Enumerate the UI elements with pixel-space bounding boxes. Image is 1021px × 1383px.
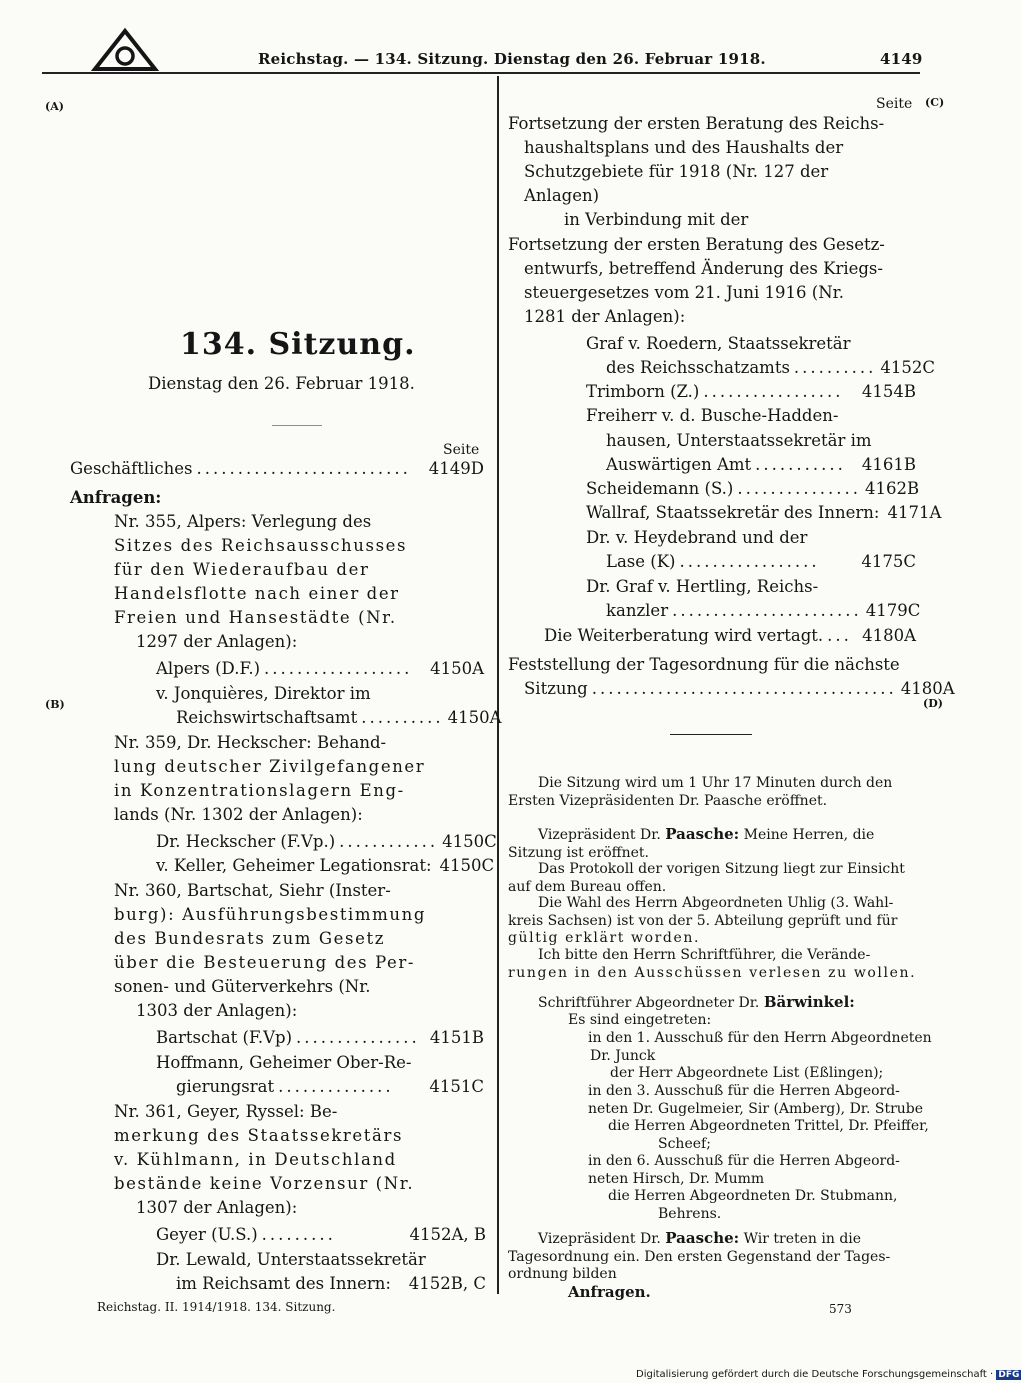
digitization-notice: Digitalisierung gefördert durch die Deutsche Forschungsgemeinschaft · DFG — [636, 1369, 1020, 1380]
schriftfuehrer-statement: Schriftführer Abgeordneter Dr. Bärwinkel: — [538, 993, 855, 1011]
session-title: 134. Sitzung. — [180, 327, 416, 362]
margin-marker-c: (C) — [925, 96, 945, 109]
toc-entry: des Reichsschatzamts .......... 4152C — [606, 358, 935, 377]
question-359: Nr. 359, Dr. Heckscher: Behand- lung deutscher Zivilgefangener in Konzentrationslagern Eng- lands (Nr. 1302 der Anlagen): — [114, 733, 426, 824]
question-361: Nr. 361, Geyer, Ryssel: Be- merkung des Staatssekretärs v. Kühlmann, in Deutschland bestände keine Vorzensur (Nr. 1307 der Anlagen): — [114, 1102, 415, 1217]
toc-entry: Bartschat (F.Vp) ............... 4151B — [156, 1028, 484, 1047]
toc-entry: Alpers (D.F.) .................. 4150A — [156, 659, 484, 678]
toc-entry-text: Dr. v. Heydebrand und der — [586, 528, 808, 547]
seite-label: Seite — [443, 442, 480, 458]
toc-entry: Dr. Heckscher (F.Vp.) ............ 4150C — [156, 832, 497, 851]
toc-entry-text: Freiherr v. d. Busche-Hadden- — [586, 406, 839, 425]
toc-entry-text: Hoffmann, Geheimer Ober-Re- — [156, 1053, 412, 1072]
toc-entry: Lase (K) ................. 4175C — [606, 552, 916, 571]
toc-entry: gierungsrat .............. 4151C — [176, 1077, 484, 1096]
ausschuss-6: in den 6. Ausschuß für die Herren Abgeord- neten Hirsch, Dr. Mumm die Herren Abgeordneten Dr. Stubmann, Behrens. — [588, 1153, 900, 1222]
vizepraesident-statement: Vizepräsident Dr. Paasche: Meine Herren, die Sitzung ist eröffnet. — [508, 825, 875, 861]
toc-entry: Reichswirtschaftsamt .......... 4150A — [176, 708, 502, 727]
printer-signature: 573 — [829, 1302, 852, 1316]
margin-marker-d: (D) — [923, 697, 943, 710]
anfragen-heading: Anfragen: — [70, 488, 162, 507]
session-date: Dienstag den 26. Februar 1918. — [148, 374, 415, 393]
toc-entry: Scheidemann (S.) ............... 4162B — [586, 479, 920, 498]
protokoll-paragraph: Das Protokoll der vorigen Sitzung liegt zur Einsicht auf dem Bureau offen. — [508, 861, 905, 895]
toc-entry: Trimborn (Z.) ................. 4154B — [586, 382, 916, 401]
toc-entry-text: hausen, Unterstaatssekretär im — [606, 431, 872, 450]
section-rule — [670, 734, 752, 735]
wahl-paragraph: Die Wahl des Herrn Abgeordneten Uhlig (3. Wahl- kreis Sachsen) ist von der 5. Abteilung geprüft und für gültig erklärt worden. — [508, 895, 898, 946]
page-number: 4149 — [880, 50, 923, 68]
footer-imprint: Reichstag. II. 1914/1918. 134. Sitzung. — [97, 1300, 336, 1314]
toc-entry-text: Dr. Graf v. Hertling, Reichs- — [586, 577, 819, 596]
title-rule — [272, 425, 322, 426]
toc-entry-text: Feststellung der Tagesordnung für die nächste — [508, 655, 900, 674]
in-verbindung: in Verbindung mit der — [564, 210, 749, 229]
question-355: Nr. 355, Alpers: Verlegung des Sitzes des Reichsausschusses für den Wiederaufbau der Handelsflotte nach einer der Freien und Hansestädte (Nr. 1297 der Anlagen): — [114, 512, 408, 651]
toc-entry-text: Graf v. Roedern, Staatssekretär — [586, 334, 851, 353]
question-360: Nr. 360, Bartschat, Siehr (Inster- burg): Ausführungsbestimmung des Bundesrats zum Gesetz über die Besteuerung des Per- sonen- und Güterverkehrs (Nr. 1303 der Anlagen): — [114, 881, 427, 1020]
fortsetzung-gesetzentwurf: Fortsetzung der ersten Beratung des Gesetz- entwurfs, betreffend Änderung des Kriegs- steuergesetzes vom 21. Juni 1916 (Nr. 1281 der Anlagen): — [508, 235, 885, 326]
running-title: Reichstag. — 134. Sitzung. Dienstag den 26. Februar 1918. — [258, 50, 766, 68]
column-divider — [497, 76, 499, 1294]
toc-entry: Geyer (U.S.) ......... 4152A, B — [156, 1225, 486, 1244]
ausschuss-1: in den 1. Ausschuß für den Herrn Abgeordneten Dr. Junck der Herr Abgeordnete List (Eßlingen); — [588, 1030, 932, 1081]
fortsetzung-reichshaushalt: Fortsetzung der ersten Beratung des Reichs- haushaltsplans und des Haushalts der Schutzgebiete für 1918 (Nr. 127 der Anlagen) — [508, 114, 885, 205]
toc-entry: Wallraf, Staatssekretär des Innern: 4171A — [586, 503, 942, 522]
eingetreten: Es sind eingetreten: — [568, 1012, 712, 1028]
toc-entry: Die Weiterberatung wird vertagt. ... 4180A — [544, 626, 916, 645]
toc-entry: v. Keller, Geheimer Legationsrat: 4150C — [156, 856, 495, 875]
margin-marker-b: (B) — [45, 698, 65, 711]
seite-label: Seite — [876, 96, 913, 112]
toc-entry-text: Dr. Lewald, Unterstaatssekretär — [156, 1250, 426, 1269]
toc-entry: im Reichsamt des Innern: 4152B, C — [176, 1274, 486, 1293]
bitte-paragraph: Ich bitte den Herrn Schriftführer, die Verände- rungen in den Ausschüssen verlesen zu wollen. — [508, 947, 917, 981]
toc-entry: Geschäftliches .......................... 4149D — [70, 459, 484, 478]
ausschuss-3: in den 3. Ausschuß für die Herren Abgeord- neten Dr. Gugelmeier, Sir (Amberg), Dr. Strube die Herren Abgeordneten Trittel, Dr. Pfeiffer, Scheef; — [588, 1083, 929, 1152]
toc-entry: Auswärtigen Amt ........... 4161B — [606, 455, 916, 474]
vizepraesident-statement-2: Vizepräsident Dr. Paasche: Wir treten in die Tagesordnung ein. Den ersten Gegenstand der Tages- ordnung bilden — [508, 1229, 891, 1282]
margin-marker-a: (A) — [45, 100, 64, 113]
header-rule — [42, 72, 920, 74]
anfragen-subheading: Anfragen. — [568, 1283, 651, 1301]
toc-entry: Sitzung ..................................... 4180A — [524, 679, 955, 698]
opening-paragraph: Die Sitzung wird um 1 Uhr 17 Minuten durch den Ersten Vizepräsidenten Dr. Paasche eröffnet. — [508, 775, 893, 809]
toc-entry: kanzler ....................... 4179C — [606, 601, 921, 620]
dfg-logo: DFG — [998, 1370, 1020, 1380]
publisher-logo-icon — [92, 28, 158, 72]
toc-entry-text: v. Jonquières, Direktor im — [156, 684, 371, 703]
